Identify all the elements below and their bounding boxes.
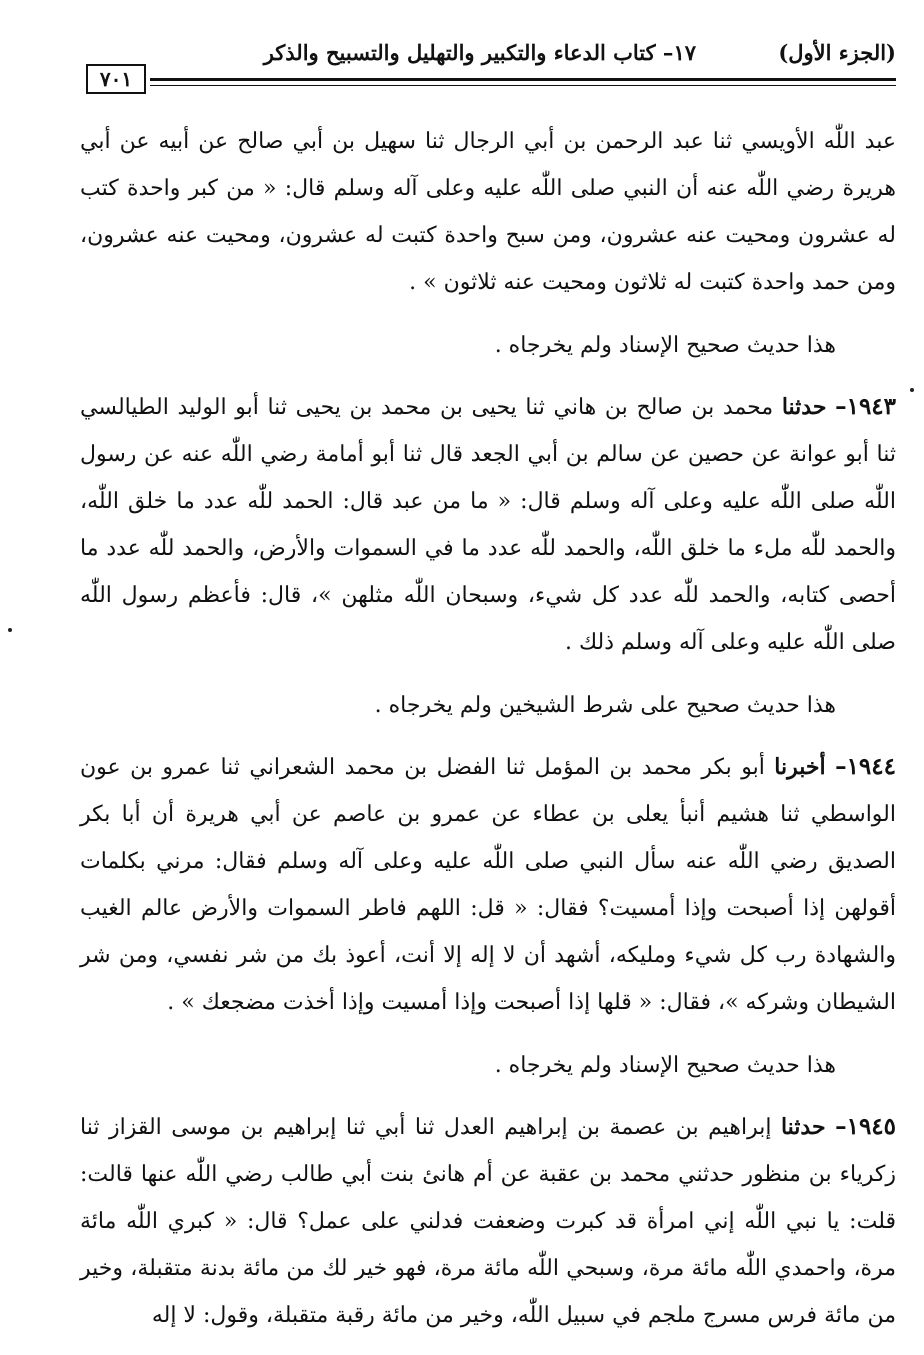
hadith-text: عبد اللّٰه الأويسي ثنا عبد الرحمن بن أبي الرجال ثنا سهيل بن أبي صالح عن أبيه عن أبي هريرة رضي اللّٰه عنه أن النبي صلى اللّٰه عليه وعلى آله وسلم قال: « من كبر واحدة كتب له عشرون ومحيت عنه عشرون، ومن سبح واحدة كتبت له عشرون، ومحيت عنه عشرون، ومن حمد واحدة كتبت له ثلاثون ومحيت عنه ثلاثون » . — [80, 129, 897, 295]
hadith-text: أبو بكر محمد بن المؤمل ثنا الفضل بن محمد الشعراني ثنا عمرو بن عون الواسطي ثنا هشيم أنبأ يعلى بن عطاء عن عمرو بن عاصم عن أبي هريرة أن أبا بكر الصديق رضي اللّٰه عنه سأل النبي صلى اللّٰه عليه وعلى آله وسلم فقال: مرني بكلمات أقولهن إذا أصبحت وإذا أمسيت؟ فقال: « قل: اللهم فاطر السموات والأرض عالم الغيب والشهادة رب كل شيء ومليكه، أشهد أن لا إله إلا أنت، أعوذ بك من شر نفسي، ومن شر الشيطان وشركه »، فقال: « قلها إذا أصبحت وإذا أمسيت وإذا أخذت مضجعك » . — [80, 755, 896, 1015]
hadith-lead-word: أخبرنا — [774, 754, 826, 780]
hadith-paragraph — [80, 743, 896, 1026]
hadith-text: إبراهيم بن عصمة بن إبراهيم العدل ثنا أبي ثنا إبراهيم بن موسى القزاز ثنا زكرياء بن منظور حدثني محمد بن عقبة عن أم هانئ بنت أبي طالب رضي اللّٰه عنها قالت: قلت: يا نبي اللّٰه إني امرأة قد كبرت وضعفت فدلني على عمل؟ قال: « كبري اللّٰه مائة مرة، واحمدي اللّٰه مائة مرة، وسبحي اللّٰه مائة مرة، فهو خير لك من مائة بدنة متقبلة، وخير من مائة فرس مسرج ملجم في سبيل اللّٰه، وخير من مائة رقبة متقبلة، وقول: لا إله — [80, 1115, 896, 1328]
scan-speck — [8, 628, 12, 632]
hadith-paragraph — [80, 118, 896, 306]
hadith-lead-word: حدثنا — [781, 394, 827, 420]
hadith-number: ١٩٤٣– — [835, 393, 897, 420]
hadith-number: ١٩٤٤– — [835, 753, 896, 780]
hadith-paragraph — [80, 383, 896, 666]
volume-label: (الجزء الأول) — [778, 40, 896, 65]
hadith-text: محمد بن صالح بن هاني ثنا يحيى بن محمد بن يحيى ثنا أبو الوليد الطيالسي ثنا أبو عوانة عن حصين عن سالم بن أبي الجعد قال ثنا أبو أمامة رضي اللّٰه عنه عن رسول اللّٰه صلى اللّٰه عليه وعلى آله وسلم قال: « ما من عبد قال: الحمد للّٰه عدد ما خلق اللّٰه، والحمد للّٰه ملء ما خلق اللّٰه، والحمد للّٰه عدد ما في السموات والأرض، والحمد للّٰه عدد ما أحصى كتابه، والحمد للّٰه عدد كل شيء، وسبحان اللّٰه مثلهن »، قال: فأعظم رسول اللّٰه صلى اللّٰه عليه وعلى آله وسلم ذلك . — [80, 395, 897, 655]
chapter-title: ١٧– كتاب الدعاء والتكبير والتهليل والتسبيح والذكر — [263, 40, 696, 65]
page-number: ٧٠١ — [86, 64, 146, 94]
hadith-lead-word: حدثنا — [780, 1114, 826, 1140]
grading-note: هذا حديث صحيح على شرط الشيخين ولم يخرجاه . — [374, 693, 836, 718]
scan-speck — [910, 388, 914, 392]
hadith-paragraph — [80, 1103, 896, 1339]
grading-note: هذا حديث صحيح الإسناد ولم يخرجاه . — [494, 333, 836, 358]
page-body — [80, 118, 896, 1355]
hadith-number: ١٩٤٥– — [835, 1113, 897, 1140]
page-header — [80, 40, 896, 70]
header-rule-thin — [150, 85, 896, 86]
grading-note: هذا حديث صحيح الإسناد ولم يخرجاه . — [494, 1053, 836, 1078]
header-rule-thick — [150, 78, 896, 81]
